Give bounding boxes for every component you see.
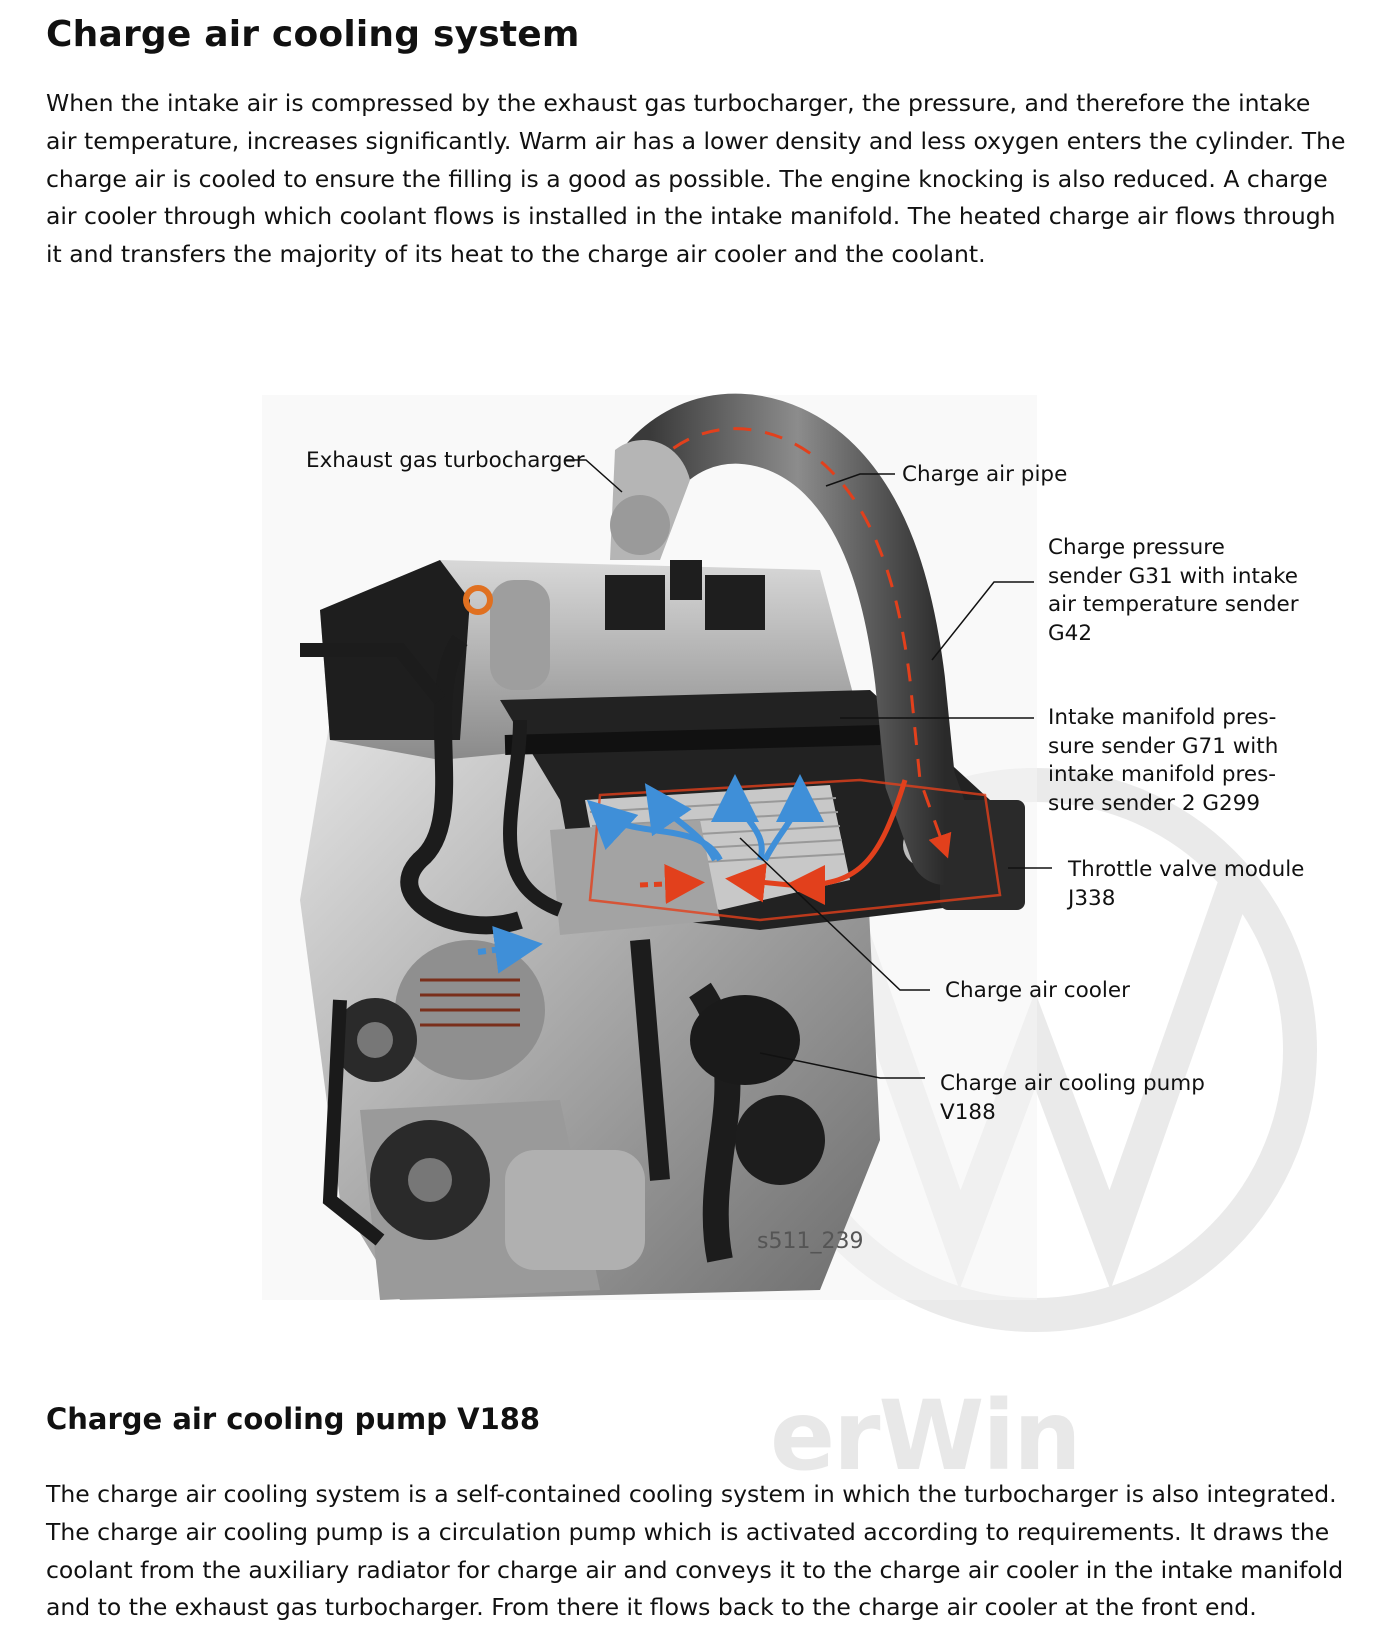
page-title: Charge air cooling system [46,14,580,55]
watermark-logo-text: erWin [770,1380,1080,1492]
intro-paragraph: When the intake air is compressed by the exhaust gas turbocharger, the pressure, and therefore the intake air temperature, increases significantly. Warm air has a lower density and less oxygen enters the cylinder. The charge air is cooled to ensure the filling is a good as possible. The engine knocking is also reduced. A charge air cooler through which coolant flows is installed in the intake manifold. The heated charge air flows through it and transfers the majority of its heat to the charge air cooler and the coolant. [46,89,1346,269]
label-exhaust-gas-turbocharger: Exhaust gas turbocharger [306,448,585,473]
figure-code: s511_239 [757,1229,864,1254]
label-charge-pressure-sender-g31: Charge pressure sender G31 with intake air temperature sender G42 [1048,535,1299,646]
section-heading-pump: Charge air cooling pump V188 [46,1402,541,1436]
label-throttle-valve-module-j338: Throttle valve module J338 [1068,857,1305,911]
label-charge-air-cooler: Charge air cooler [945,978,1130,1003]
label-intake-manifold-pressure-sender-g71: Intake manifold pres- sure sender G71 with intake manifold pres- sure sender 2 G299 [1048,705,1279,816]
pump-paragraph: The charge air cooling system is a self-contained cooling system in which the turbocharger is also integrated. The charge air cooling pump is a circulation pump which is activated according to requirements. It draws the coolant from the auxiliary radiator for charge air and conveys it to the charge air cooler in the intake manifold and to the exhaust gas turbocharger. From there it flows back to the charge air cooler at the front end. [46,1480,1344,1622]
label-charge-air-pipe: Charge air pipe [902,462,1068,487]
label-charge-air-cooling-pump-v188: Charge air cooling pump V188 [940,1071,1205,1125]
